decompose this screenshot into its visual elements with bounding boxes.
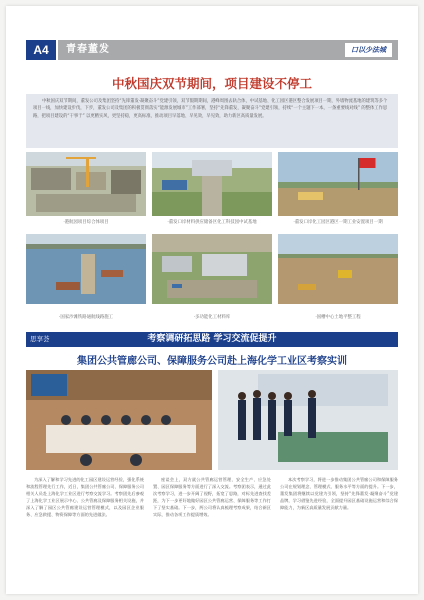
photo-exhibition-hall bbox=[218, 370, 398, 470]
article2-column-2: 座谈会上，双方就公共管廊运营管理、安全生产、应急处置、园区保障服务等方面进行了深入交流。考察团表示，通过此次考察学习，进一步开阔了视野，拓宽了思路，对标先进查找差距，为下一步更好地做好园区公共管廊运营、保障服务等工作打下了坚实基础。下一步，两公司将认真梳理考察成果，结合新区实际，推动各项工作提质增效。 bbox=[153, 477, 271, 518]
photo-caption-1: ·港航园项目综合体项目 bbox=[63, 220, 109, 225]
photo-meeting-room bbox=[26, 370, 212, 470]
page-header bbox=[26, 40, 398, 60]
section-banner bbox=[26, 332, 398, 347]
article2-column-3: 本次考察学习，将进一步推动集团公共管廊公司和保障服务公司在规划理念、管理模式、服务水平等方面的提升。下一步，董发集团将继续以党建为引领，坚持“先锋董发·凝聚奋斗”党建品牌，学习借鉴先进经验，全面提升园区基础设施运营和综合保障能力，为新区高质量发展贡献力量。 bbox=[280, 477, 398, 511]
photo-land-leveling bbox=[278, 234, 398, 304]
photo-caption-3: ·董发口岸化工园区港区一期工业安置项目一期 bbox=[293, 220, 383, 225]
photo-caption-6: ·国槽中心土地平整工程 bbox=[315, 315, 361, 320]
photo-flag-field bbox=[278, 152, 398, 216]
photo-industrial-yard bbox=[152, 234, 272, 304]
article2-column-1: 为深入了解和学习先进的化工园区建设运营经验，强化系统和流程管理先行工作，近日，集团公共管廊公司、保障服务公司相关人员赴上海化学工业区进行考察交流学习。考察团先后参观了上海化学工业区展示中心、公共管廊及保障服务相关设施，并深入了解了园区公共管廊建设运营管理模式，以及园区企业服务、应急救援、物资保障等方面的先进做法。 bbox=[26, 477, 144, 518]
photo-river-dock bbox=[26, 234, 146, 304]
section-banner-title: 考察调研拓思路 学习交流促提升 bbox=[147, 334, 277, 344]
photo-construction-site-2 bbox=[152, 152, 272, 216]
newspaper-page bbox=[6, 6, 418, 594]
photo-construction-site-1 bbox=[26, 152, 146, 216]
section-name: 青春董发 bbox=[66, 44, 110, 55]
article1-intro: 中秋国庆双节期间，董发公司及集团坚持“先锋董发·凝聚奋斗”党建引领，双节假期期间，港峰周围去轨合体，中试基地、化工园区港区整合发展项目一期，外墙物流基地的建筑等多个项目一线，加快建设步伐，下步，董发公司及集团的积极贯彻落实“能源发展城市”工作部署，坚持“先锋董发，凝聚奋斗”党建引领，持续“一个主题下一本，一条重要线对线” 的整体工作思路，把项目建设的“干事于” 以更精实风，更坚持稳，更高标准，推动项目早落地、早见效，早见效，助力新区高质量发展。 bbox=[26, 94, 398, 148]
photo-caption-5: ·多功能化工材料库 bbox=[193, 315, 231, 320]
section-tag: 思享荟 bbox=[30, 335, 50, 343]
photo-caption-4: ·国家沙滩铁路通航线路施工 bbox=[58, 315, 114, 320]
header-band bbox=[58, 40, 398, 60]
photo-caption-2: ·董发口岸材料供应储备区化工科技园中试基地 bbox=[167, 220, 257, 225]
brand-logo: 口以少法城 bbox=[345, 43, 392, 57]
article2-title: 集团公共管廊公司、保障服务公司赴上海化学工业区考察实训 bbox=[77, 356, 347, 367]
page-code: A4 bbox=[26, 40, 56, 60]
article1-title: 中秋国庆双节期间，项目建设不停工 bbox=[111, 76, 312, 91]
